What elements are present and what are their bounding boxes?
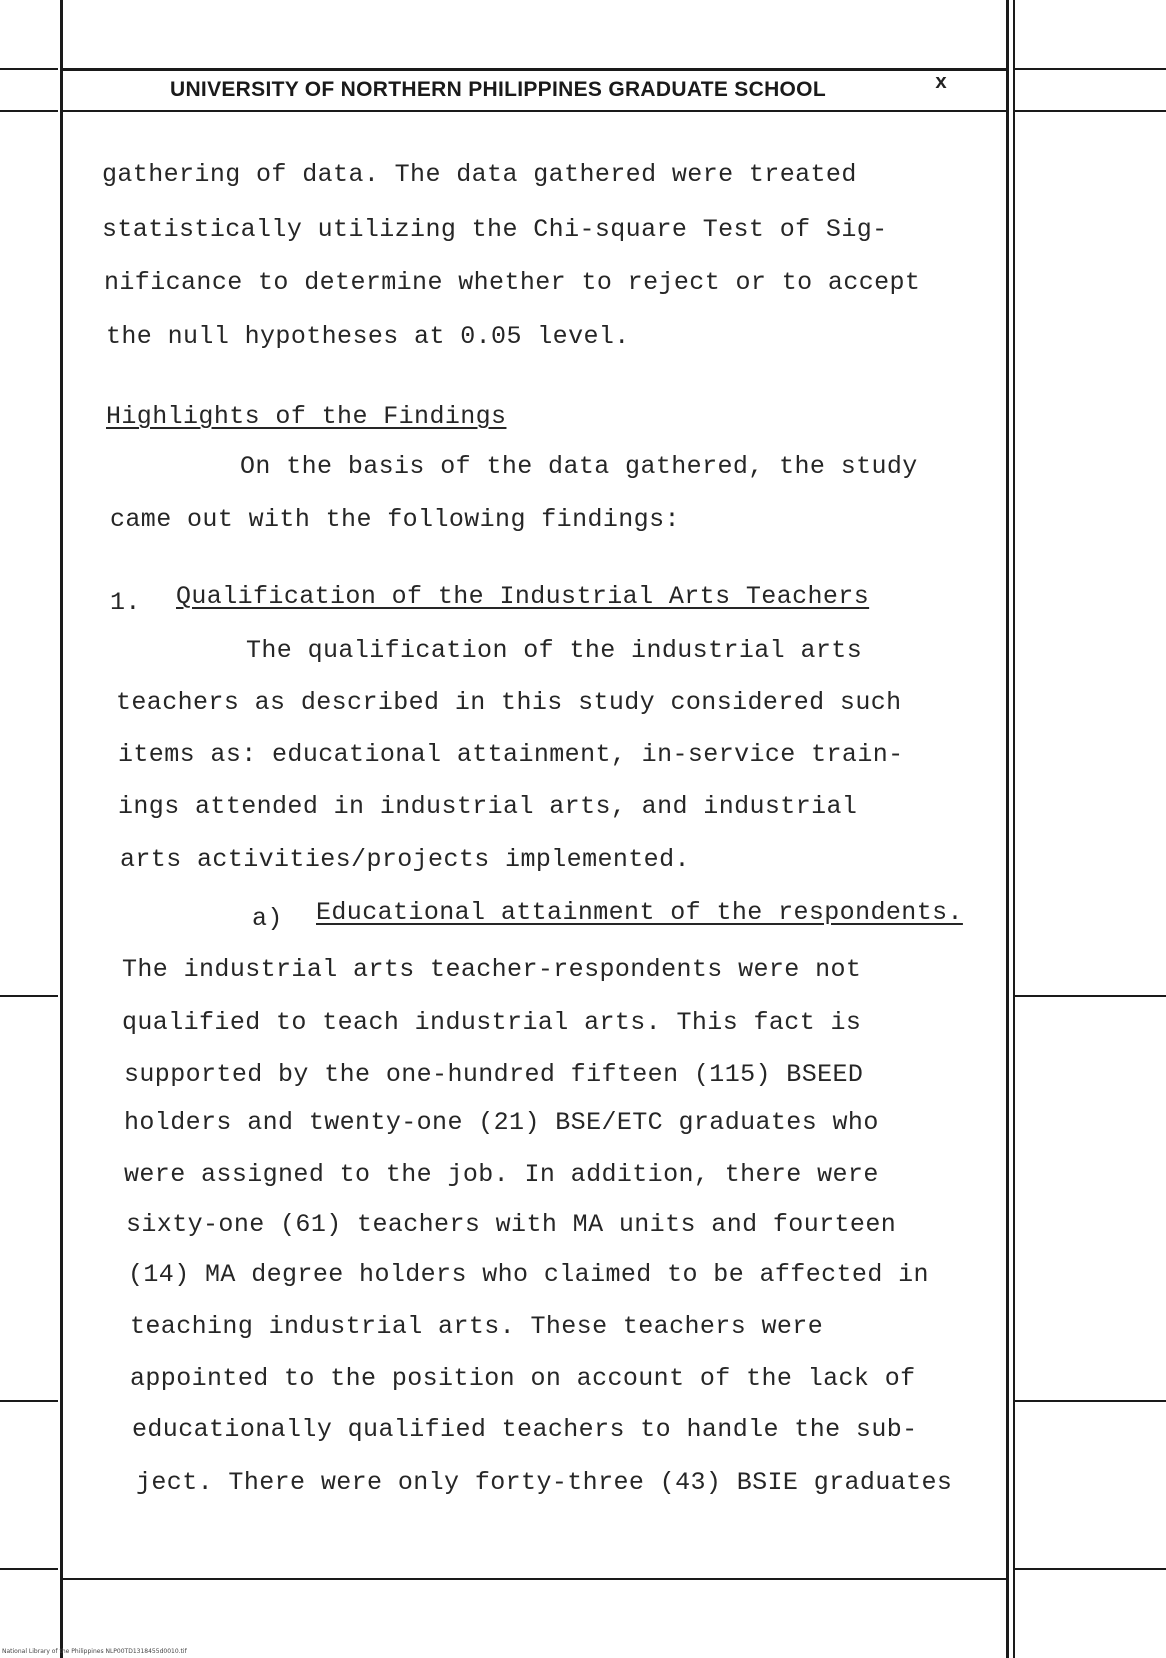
text-line: gathering of data. The data gathered were treated: [102, 160, 857, 189]
text-line: the null hypotheses at 0.05 level.: [106, 322, 630, 351]
text-line: The industrial arts teacher-respondents were not: [122, 955, 862, 984]
right-border-line: [1006, 0, 1009, 1658]
subsection-heading: Educational attainment of the respondents.: [316, 898, 963, 927]
header-bottom-rule: [60, 110, 1008, 112]
text-line: holders and twenty-one (21) BSE/ETC graduates who: [124, 1108, 879, 1137]
scan-caption: National Library of the Philippines NLP00TD1318455d0010.tif: [2, 1648, 187, 1655]
list-number: 1.: [110, 588, 141, 617]
text-line: were assigned to the job. In addition, there were: [124, 1160, 879, 1189]
margin-tick: [0, 68, 58, 70]
list-letter: a): [252, 904, 283, 933]
text-line: teachers as described in this study considered such: [116, 688, 902, 717]
right-border-line-inner: [1013, 0, 1015, 1658]
section-heading: Highlights of the Findings: [106, 402, 507, 431]
text-line: The qualification of the industrial arts: [246, 636, 863, 665]
page-number: x: [935, 72, 948, 95]
text-line: ings attended in industrial arts, and industrial: [118, 792, 858, 821]
margin-tick: [1015, 1400, 1166, 1402]
text-line: ject. There were only forty-three (43) BSIE graduates: [136, 1468, 953, 1497]
page-header-title: UNIVERSITY OF NORTHERN PHILIPPINES GRADUATE SCHOOL: [170, 78, 826, 101]
margin-tick: [1015, 110, 1166, 112]
header-top-rule: [60, 68, 1008, 71]
subsection-heading: Qualification of the Industrial Arts Teachers: [176, 582, 870, 611]
text-line: arts activities/projects implemented.: [120, 845, 690, 874]
text-line: teaching industrial arts. These teachers were: [130, 1312, 824, 1341]
text-line: nificance to determine whether to reject or to accept: [104, 268, 921, 297]
margin-tick: [1015, 68, 1166, 70]
margin-tick: [0, 110, 58, 112]
text-line: On the basis of the data gathered, the study: [240, 452, 918, 481]
left-border-line: [60, 0, 63, 1658]
margin-tick: [0, 995, 58, 997]
text-line: supported by the one-hundred fifteen (115) BSEED: [124, 1060, 864, 1089]
margin-tick: [1015, 1568, 1166, 1570]
text-line: statistically utilizing the Chi-square Test of Sig-: [102, 215, 888, 244]
margin-tick: [0, 1400, 58, 1402]
margin-tick: [0, 1568, 58, 1570]
text-line: (14) MA degree holders who claimed to be affected in: [128, 1260, 929, 1289]
text-line: qualified to teach industrial arts. This fact is: [122, 1008, 862, 1037]
text-line: educationally qualified teachers to handle the sub-: [132, 1415, 918, 1444]
text-line: items as: educational attainment, in-service train-: [118, 740, 904, 769]
margin-tick: [1015, 995, 1166, 997]
text-line: came out with the following findings:: [110, 505, 680, 534]
text-line: sixty-one (61) teachers with MA units and fourteen: [126, 1210, 897, 1239]
text-line: appointed to the position on account of the lack of: [130, 1364, 916, 1393]
footer-rule: [60, 1578, 1008, 1580]
